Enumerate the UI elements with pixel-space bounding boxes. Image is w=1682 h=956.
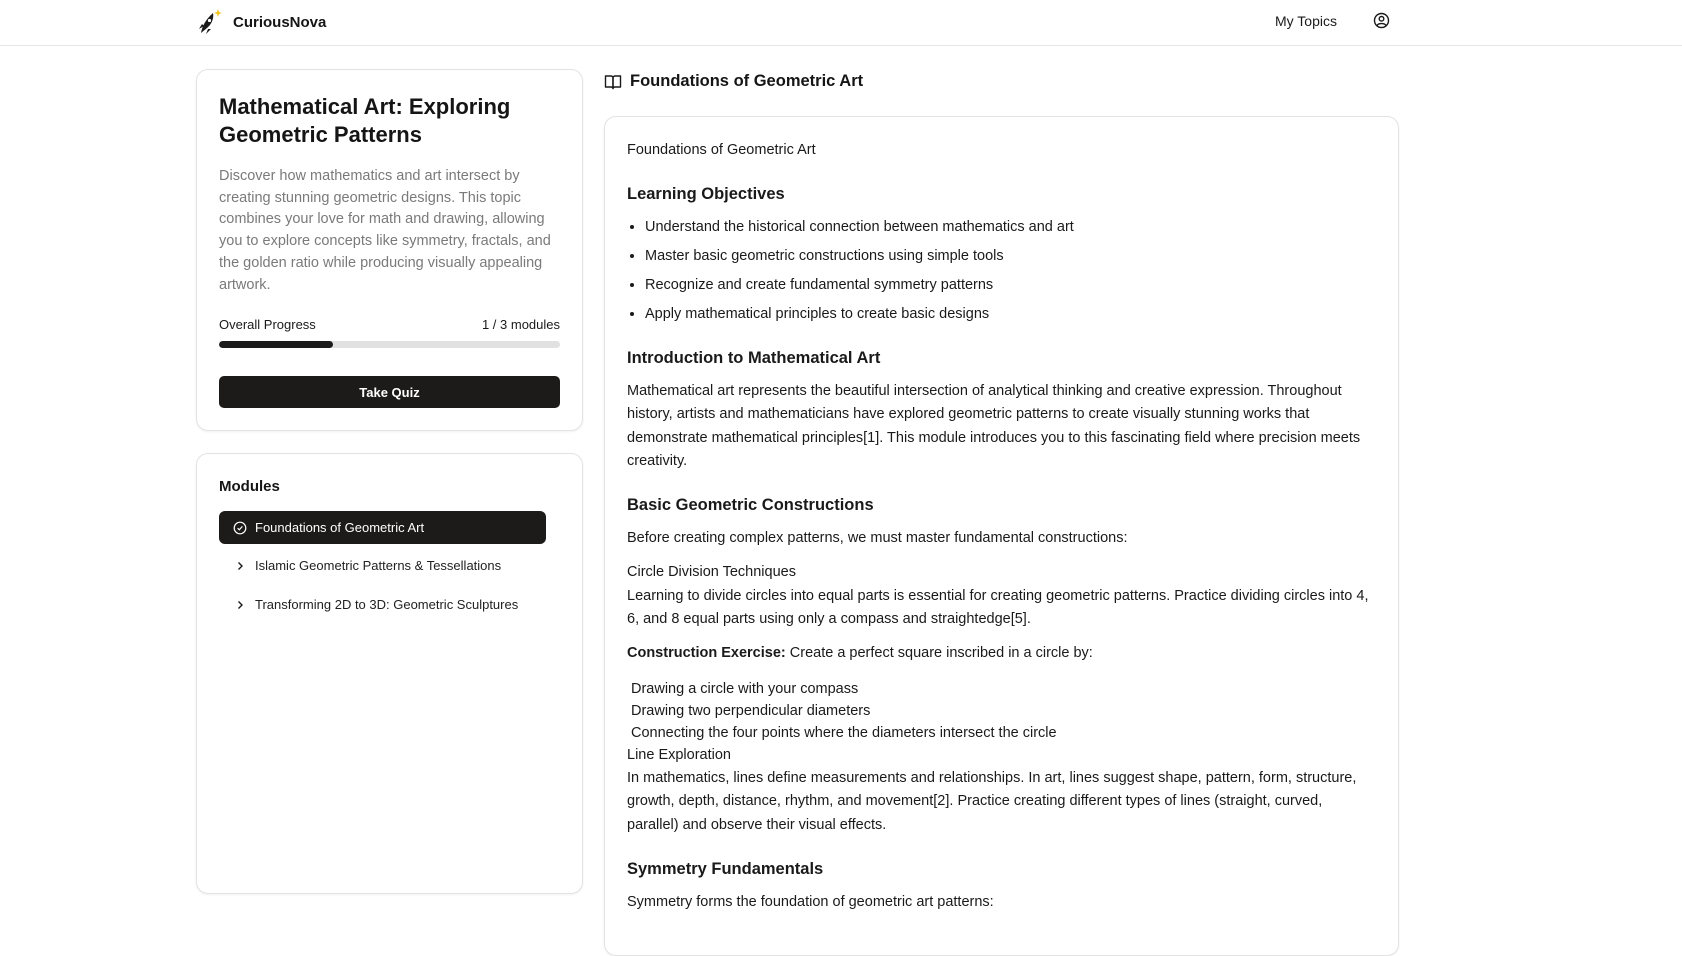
top-navigation-bar — [0, 0, 1682, 46]
chevron-right-icon — [233, 598, 247, 612]
open-book-icon — [604, 73, 622, 91]
list-item: • Apply mathematical principles to create basic designs — [645, 303, 1377, 326]
lesson-content-card — [604, 116, 1399, 956]
line-exploration-text: In mathematics, lines define measurements and relationships. In art, lines suggest shape, pattern, form, structure, growth, depth, distance, rhythm, and movement[2]. Practice creating different types of lines (straight, curved, parallel) and observe their visual effects. — [627, 769, 1357, 833]
topic-description: Discover how mathematics and art intersect by creating stunning geometric designs. This topic combines your love for math and drawing, allowing you to explore concepts like symmetry, fractals, and the golden ratio while producing visually appealing artwork. — [219, 168, 551, 293]
module-label: Islamic Geometric Patterns & Tessellations — [255, 558, 502, 573]
construction-exercise — [627, 642, 1377, 665]
circle-division-title: Circle Division Techniques — [627, 564, 796, 581]
constructions-heading: Basic Geometric Constructions — [627, 496, 874, 515]
list-item: • Recognize and create fundamental symmetry patterns — [645, 274, 1377, 297]
intro-paragraph: Mathematical art represents the beautiful intersection of analytical thinking and creative expression. Throughout history, artists and mathematicians have explored geometric patterns to create visually stunning works that demonstrate mathematical principles[1]. This module introduces you to this fascinating field where precision meets creativity. — [627, 382, 1361, 469]
lesson-header — [604, 72, 863, 91]
progress-bar-fill — [219, 341, 333, 348]
exercise-step: Drawing a circle with your compass — [631, 680, 859, 697]
chevron-right-icon — [233, 559, 247, 573]
module-label: Transforming 2D to 3D: Geometric Sculptures — [255, 597, 519, 612]
exercise-step: Drawing two perpendicular diameters — [631, 702, 871, 719]
content-title: Foundations of Geometric Art — [627, 142, 816, 158]
constructions-intro: Before creating complex patterns, we must master fundamental constructions: — [627, 530, 1128, 547]
exercise-text: Create a perfect square inscribed in a circle by: — [785, 645, 1093, 662]
take-quiz-button[interactable]: Take Quiz — [219, 376, 560, 408]
exercise-steps — [627, 678, 1377, 744]
symmetry-text: Symmetry forms the foundation of geometric art patterns: — [627, 893, 994, 910]
lesson-content — [627, 117, 1377, 925]
exercise-label: Construction Exercise: — [627, 645, 786, 662]
module-item-2d-to-3d[interactable] — [219, 588, 546, 621]
list-item: • Master basic geometric constructions using simple tools — [645, 245, 1377, 268]
line-exploration-title: Line Exploration — [627, 746, 731, 763]
topic-overview-card — [196, 69, 583, 431]
module-label: Foundations of Geometric Art — [255, 520, 425, 535]
user-profile-icon[interactable] — [1373, 12, 1390, 29]
module-item-islamic-patterns[interactable] — [219, 549, 546, 582]
brand-name: CuriousNova — [233, 13, 327, 31]
objectives-heading: Learning Objectives — [627, 185, 785, 204]
check-circle-icon — [233, 521, 247, 535]
progress-label: Overall Progress — [219, 317, 316, 332]
list-item: • Understand the historical connection between mathematics and art — [645, 216, 1377, 239]
rocket-logo-icon — [195, 7, 225, 37]
module-item-foundations[interactable] — [219, 511, 546, 544]
symmetry-heading: Symmetry Fundamentals — [627, 859, 824, 878]
circle-division-text: Learning to divide circles into equal parts is essential for creating geometric patterns. Practice dividing circles into 4, 6, and 8 equal parts using only a compass and straightedge[5]. — [627, 587, 1369, 628]
brand[interactable] — [195, 7, 326, 37]
exercise-step: Connecting the four points where the diameters intersect the circle — [631, 724, 1057, 741]
intro-heading: Introduction to Mathematical Art — [627, 348, 881, 367]
modules-title: Modules — [219, 478, 280, 495]
my-topics-link[interactable]: My Topics — [1275, 13, 1337, 29]
objectives-list — [645, 216, 1377, 326]
progress-bar — [219, 341, 560, 348]
topic-title: Mathematical Art: Exploring Geometric Patterns — [219, 94, 511, 147]
modules-card — [196, 453, 583, 894]
progress-count: 1 / 3 modules — [481, 317, 560, 332]
lesson-title: Foundations of Geometric Art — [630, 72, 864, 90]
